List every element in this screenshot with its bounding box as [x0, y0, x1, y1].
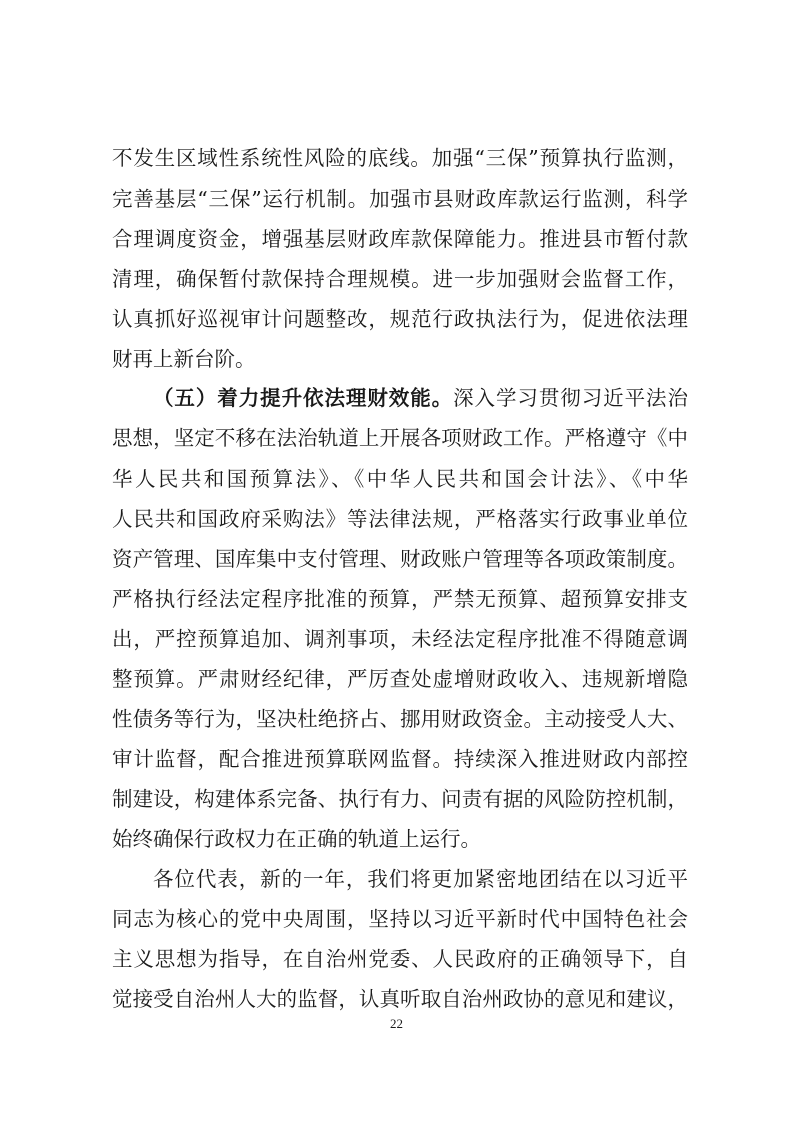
body-line-12: 严格执行经法定程序批准的预算，严禁无预算、超预算安排支: [112, 587, 688, 611]
page-number: 22: [390, 1016, 403, 1031]
section-heading-continuation: 深入学习贯彻习近平法治: [453, 386, 688, 410]
body-line-2: 完善基层“三保”运行机制。加强市县财政库款运行监测，科学: [112, 187, 688, 211]
body-line-4: 清理，确保暂付款保持合理规模。进一步加强财会监督工作，: [112, 267, 688, 291]
body-line-9: 华人民共和国预算法》、《中华人民共和国会计法》、《中华: [112, 467, 688, 491]
closing-paragraph-line-3: 主义思想为指导，在自治州党委、人民政府的正确领导下，自: [112, 947, 688, 971]
body-line-13: 出，严控预算追加、调剂事项，未经法定程序批准不得随意调: [112, 627, 688, 651]
body-line-3: 合理调度资金，增强基层财政库款保障能力。推进县市暂付款: [112, 227, 688, 251]
closing-paragraph-line-4: 觉接受自治州人大的监督，认真听取自治州政协的意见和建议，: [112, 987, 688, 1011]
body-line-17: 制建设，构建体系完备、执行有力、问责有据的风险防控机制，: [112, 787, 688, 811]
section-heading-line: [153, 383, 688, 413]
body-line-1: 不发生区域性系统性风险的底线。加强“三保”预算执行监测，: [112, 146, 688, 170]
body-line-15: 性债务等行为，坚决杜绝挤占、挪用财政资金。主动接受人大、: [112, 707, 688, 731]
closing-paragraph-line-1: 各位代表，新的一年，我们将更加紧密地团结在以习近平: [153, 867, 688, 891]
body-line-18: 始终确保行政权力在正确的轨道上运行。: [112, 827, 481, 851]
body-line-6: 财再上新台阶。: [112, 347, 256, 371]
body-line-14: 整预算。严肃财经纪律，严厉查处虚增财政收入、违规新增隐: [112, 667, 688, 691]
body-line-5: 认真抓好巡视审计问题整改，规范行政执法行为，促进依法理: [112, 307, 688, 331]
closing-paragraph-line-2: 同志为核心的党中央周围，坚持以习近平新时代中国特色社会: [112, 907, 688, 931]
body-line-16: 审计监督，配合推进预算联网监督。持续深入推进财政内部控: [112, 747, 688, 771]
body-line-10: 人民共和国政府采购法》等法律法规，严格落实行政事业单位: [112, 507, 688, 531]
body-line-8: 思想，坚定不移在法治轨道上开展各项财政工作。严格遵守《中: [112, 426, 688, 450]
body-line-11: 资产管理、国库集中支付管理、财政账户管理等各项政策制度。: [112, 547, 688, 571]
section-heading: （五）着力提升依法理财效能。: [153, 386, 454, 410]
